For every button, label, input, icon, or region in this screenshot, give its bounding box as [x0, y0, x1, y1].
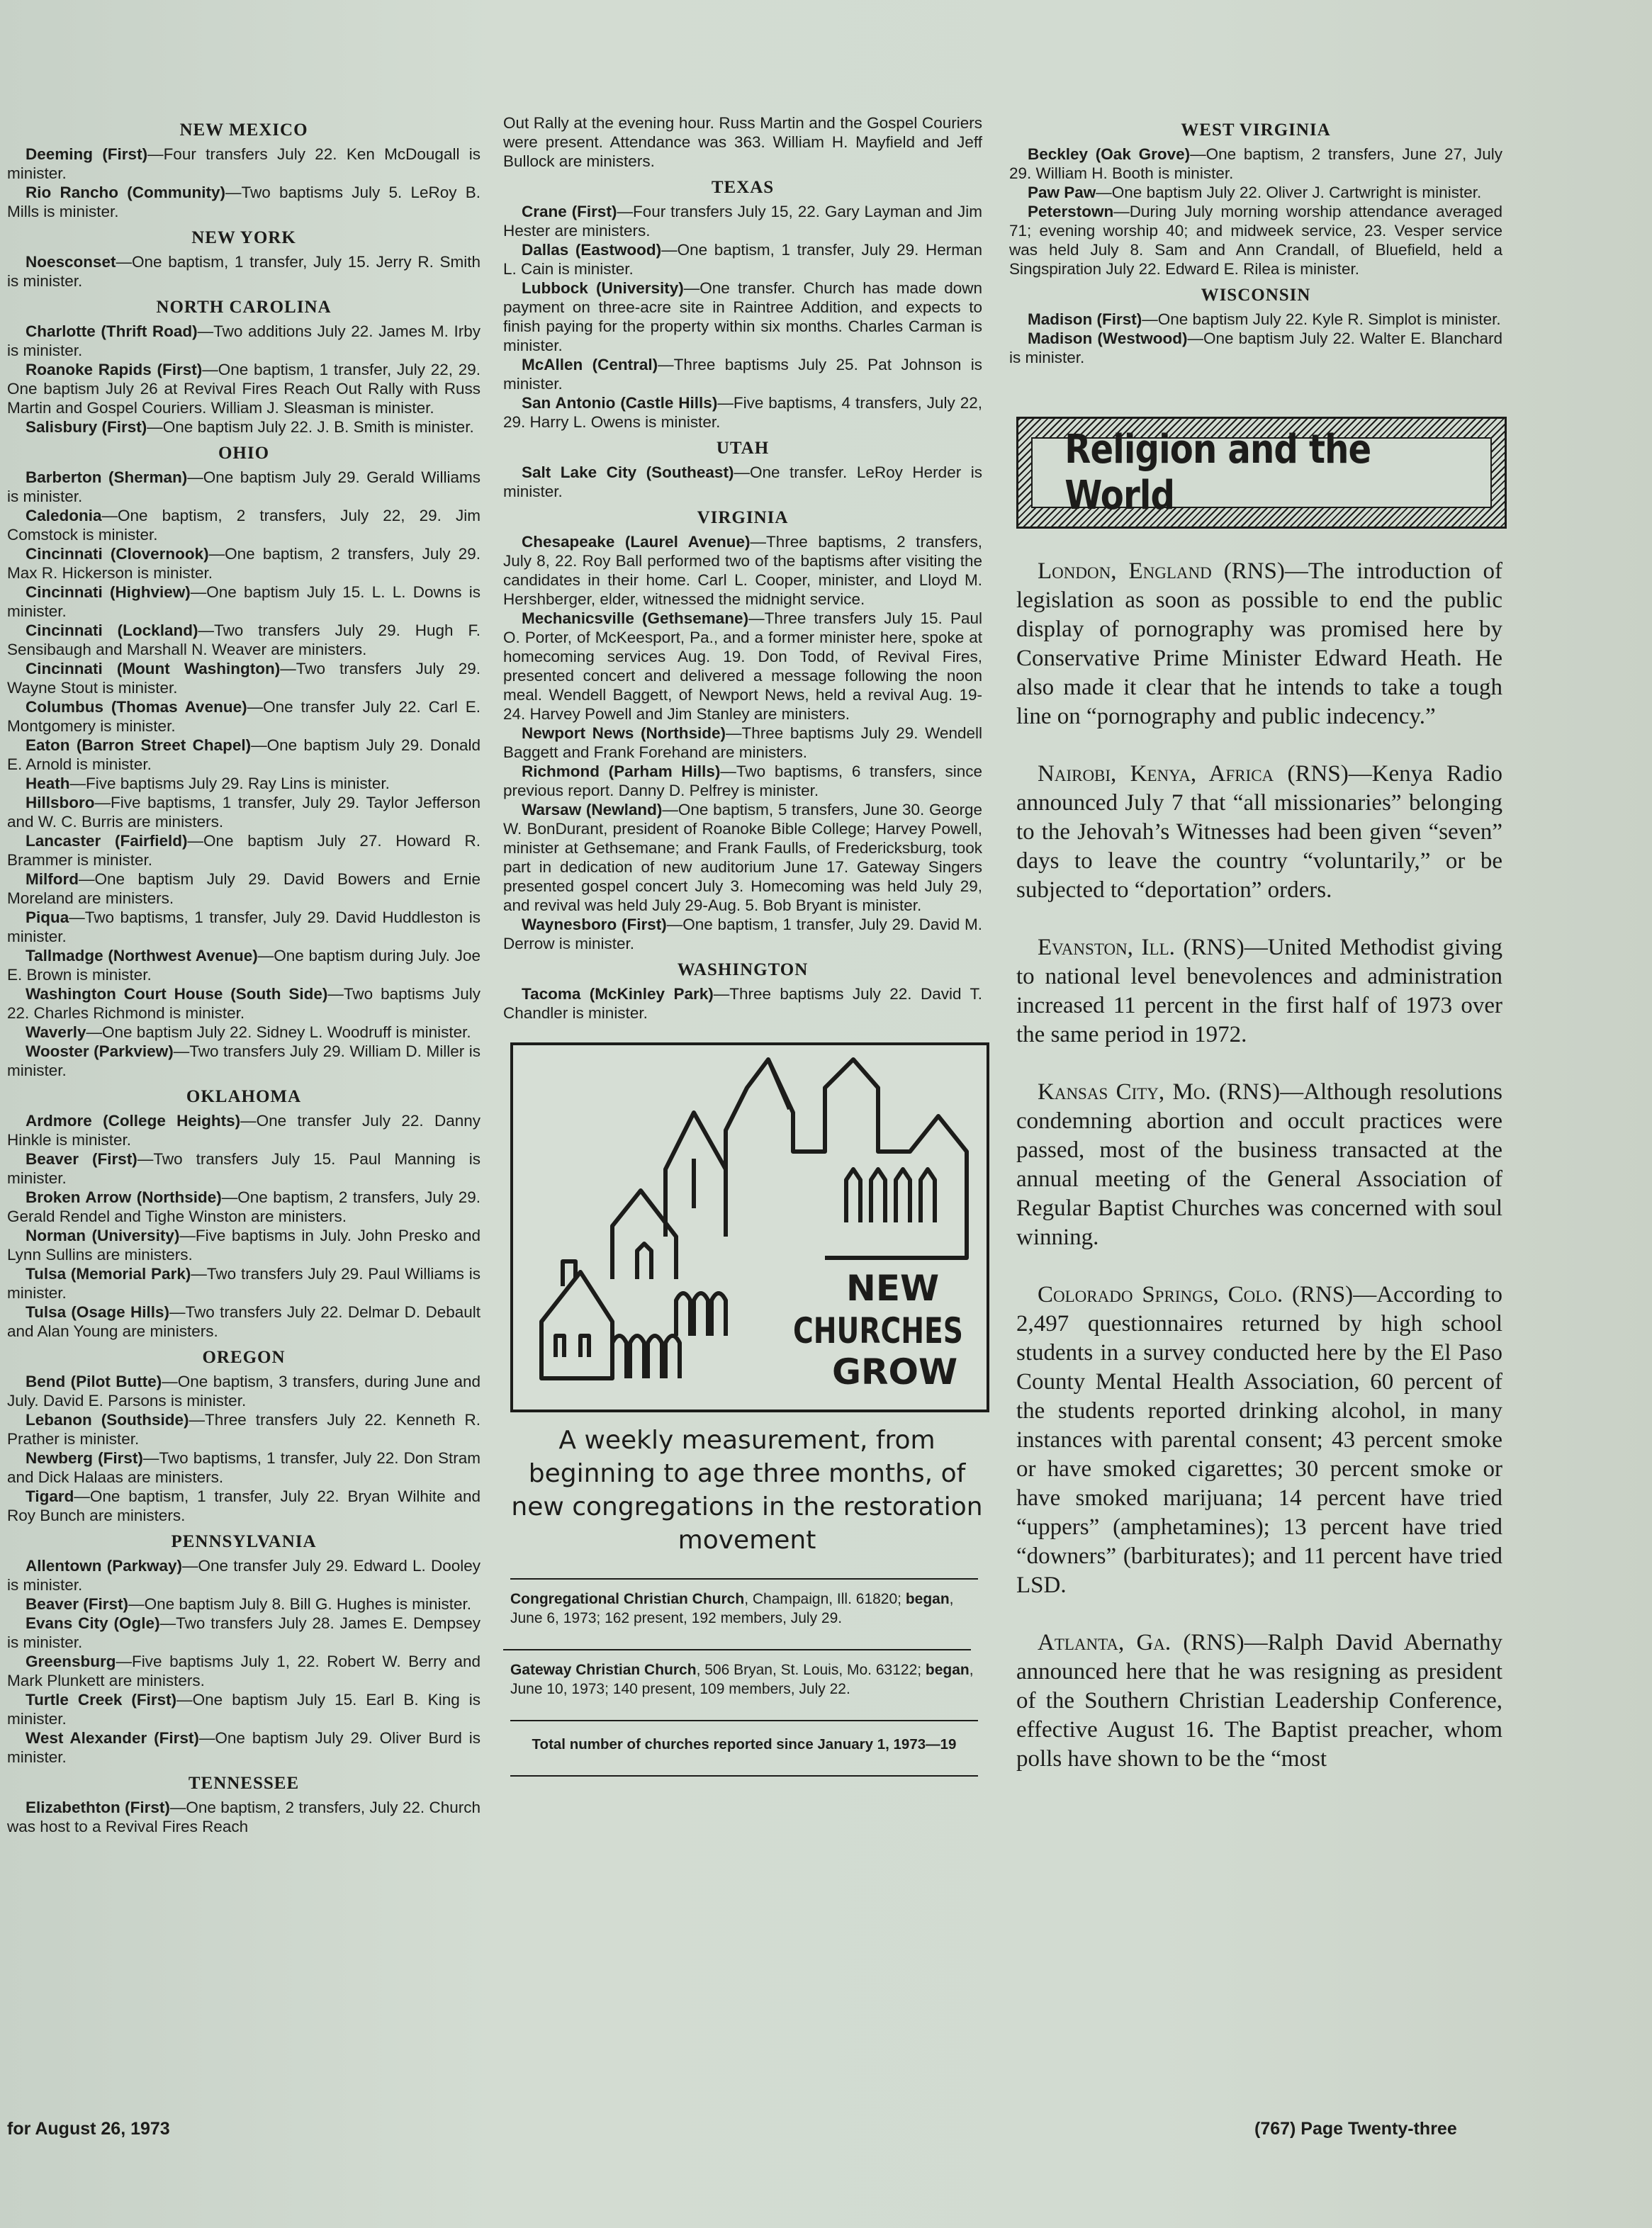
news-item	[1016, 557, 1502, 731]
church-name: Norman (University)	[26, 1227, 180, 1244]
church-report: Allentown (Parkway)—One transfer July 29. Edward L. Dooley is minister.	[7, 1557, 481, 1594]
church-name: Hillsboro	[26, 794, 95, 811]
logo-text-grow: GROW	[832, 1351, 958, 1392]
church-buildings-illustration	[513, 1045, 981, 1404]
church-report: Paw Paw—One baptism July 22. Oliver J. Cartwright is minister.	[1028, 184, 1482, 201]
church-report: West Alexander (First)—One baptism July 29. Oliver Burd is minister.	[7, 1729, 481, 1766]
church-report: Peterstown—During July morning worship attendance averaged 71; evening worship 40; and midweek service, 23. Vesper service was held July 8. Sam and Ann Crandall, of Bluefield, held a Singspiration July 22. Edward E. Rilea is minister.	[1009, 203, 1502, 278]
church-report: Waverly—One baptism July 22. Sidney L. Woodruff is minister.	[26, 1023, 471, 1041]
news-item	[1016, 760, 1502, 905]
church-name: Washington Court House (South Side)	[26, 985, 328, 1003]
church-name: Tulsa (Osage Hills)	[26, 1303, 169, 1321]
state-heading: PENNSYLVANIA	[171, 1532, 317, 1551]
church-name: Richmond (Parham Hills)	[522, 763, 721, 780]
logo-text-new: NEW	[846, 1268, 940, 1309]
church-name: Beckley (Oak Grove)	[1028, 145, 1191, 163]
church-report: Waynesboro (First)—One baptism, 1 transfer, July 29. David M. Derrow is minister.	[503, 916, 982, 952]
church-name: Madison (First)	[1028, 310, 1142, 328]
church-report: Beaver (First)—Two transfers July 15. Paul Manning is minister.	[7, 1150, 481, 1187]
ncg-rest: , 506 Bryan, St. Louis, Mo. 63122;	[696, 1662, 926, 1678]
church-report: Dallas (Eastwood)—One baptism, 1 transfer, July 29. Herman L. Cain is minister.	[503, 241, 982, 278]
state-heading: NORTH CAROLINA	[156, 298, 332, 317]
church-name: Tacoma (McKinley Park)	[522, 985, 714, 1003]
church-report: Hillsboro—Five baptisms, 1 transfer, July 29. Taylor Jefferson and W. C. Burris are ministers.	[7, 794, 481, 831]
church-name: McAllen (Central)	[522, 356, 658, 373]
church-report: Piqua—Two baptisms, 1 transfer, July 29. David Huddleston is minister.	[7, 908, 481, 945]
news-item	[1016, 1078, 1502, 1252]
church-name: San Antonio (Castle Hills)	[522, 394, 718, 412]
church-name: Heath	[26, 775, 70, 792]
church-name: Lubbock (University)	[522, 279, 684, 297]
church-name: Paw Paw	[1028, 184, 1096, 201]
church-report: Heath—Five baptisms July 29. Ray Lins is minister.	[26, 775, 390, 792]
church-report: Mechanicsville (Gethsemane)—Three transfers July 15. Paul O. Porter, of McKeesport, Pa., and a former minister here, spoke at homecoming services Aug. 19. Don Todd, of Revival Fires, presented concert and delivered a message following the noon meal. Wendell Baggett, of Newport News, held a revival Aug. 19-24. Harvey Powell and Jim Stanley are ministers.	[503, 609, 982, 723]
ncg-began: began	[905, 1591, 950, 1607]
church-name: Bend (Pilot Butte)	[26, 1373, 162, 1390]
church-report: Barberton (Sherman)—One baptism July 29. Gerald Williams is minister.	[7, 468, 481, 505]
church-report: Noesconset—One baptism, 1 transfer, July 15. Jerry R. Smith is minister.	[7, 253, 481, 290]
church-name: Waverly	[26, 1023, 86, 1041]
church-report: Newport News (Northside)—Three baptisms July 29. Wendell Baggett and Frank Forehand are ministers.	[503, 724, 982, 761]
new-churches-grow-logo	[510, 1042, 989, 1412]
church-name: Turtle Creek (First)	[26, 1691, 177, 1709]
church-name: Cincinnati (Lockland)	[26, 621, 198, 639]
church-name: Rio Rancho (Community)	[26, 184, 225, 201]
church-name: Lebanon (Southside)	[26, 1411, 189, 1429]
church-report: Tulsa (Memorial Park)—Two transfers July 29. Paul Williams is minister.	[7, 1265, 481, 1302]
church-report: Cincinnati (Clovernook)—One baptism, 2 transfers, July 29. Max R. Hickerson is minister.	[7, 545, 481, 582]
ncg-tail: , June 10, 1973; 140 present, 109 members, July 22.	[510, 1662, 974, 1697]
church-name: Peterstown	[1028, 203, 1114, 220]
church-report: Ardmore (College Heights)—One transfer July 22. Danny Hinkle is minister.	[7, 1112, 481, 1149]
church-report: Tallmadge (Northwest Avenue)—One baptism during July. Joe E. Brown is minister.	[7, 947, 481, 984]
church-name: Greensburg	[26, 1653, 116, 1670]
church-report: Charlotte (Thrift Road)—Two additions July 22. James M. Irby is minister.	[7, 322, 481, 359]
church-report: Salt Lake City (Southeast)—One transfer. LeRoy Herder is minister.	[503, 463, 982, 500]
church-report: Tulsa (Osage Hills)—Two transfers July 22. Delmar D. Debault and Alan Young are ministers.	[7, 1303, 481, 1340]
church-name: Milford	[26, 870, 79, 888]
divider	[510, 1720, 978, 1721]
church-report: Bend (Pilot Butte)—One baptism, 3 transfers, during June and July. David E. Parsons is minister.	[7, 1373, 481, 1410]
church-report: Roanoke Rapids (First)—One baptism, 1 transfer, July 22, 29. One baptism July 26 at Revival Fires Reach Out Rally with Russ Martin and Gospel Couriers. William J. Sleasman is minister.	[7, 361, 481, 417]
church-report: Cincinnati (Lockland)—Two transfers July 29. Hugh F. Sensibaugh and Marshall N. Weaver are ministers.	[7, 621, 481, 658]
church-report: Salisbury (First)—One baptism July 22. J. B. Smith is minister.	[26, 418, 474, 436]
state-heading: VIRGINIA	[697, 508, 789, 527]
church-report: Evans City (Ogle)—Two transfers July 28. James E. Dempsey is minister.	[7, 1614, 481, 1651]
church-name: Piqua	[26, 908, 69, 926]
logo-text-churches: CHURCHES	[793, 1310, 963, 1351]
church-report: Tacoma (McKinley Park)—Three baptisms July 22. David T. Chandler is minister.	[503, 985, 982, 1022]
new-church-entry	[510, 1590, 978, 1628]
church-name: Evans City (Ogle)	[26, 1614, 160, 1632]
church-report: Washington Court House (South Side)—Two baptisms July 22. Charles Richmond is minister.	[7, 985, 481, 1022]
state-heading: WEST VIRGINIA	[1181, 120, 1331, 140]
church-name: Charlotte (Thrift Road)	[26, 322, 198, 340]
church-name: Newberg (First)	[26, 1449, 143, 1467]
news-dateline: London, England (RNS)	[1038, 558, 1285, 584]
church-name: Beaver (First)	[26, 1150, 137, 1168]
continued-report: Out Rally at the evening hour. Russ Martin and the Gospel Couriers were present. Attendance was 363. William H. Mayfield and Jeff Bullock are ministers.	[503, 114, 982, 170]
church-name: Deeming (First)	[26, 145, 148, 163]
church-report: Milford—One baptism July 29. David Bowers and Ernie Moreland are ministers.	[7, 870, 481, 907]
church-name: Roanoke Rapids (First)	[26, 361, 203, 378]
divider	[510, 1578, 978, 1580]
church-report: Crane (First)—Four transfers July 15, 22. Gary Layman and Jim Hester are ministers.	[503, 203, 982, 240]
church-report: Warsaw (Newland)—One baptism, 5 transfers, June 30. George W. BonDurant, president of Roanoke Bible College; Harvey Powell, minister at Gethsemane; and Frank Faulls, of Fredericksburg, took part in dedication of new auditorium June 17. Gateway Singers presented gospel concert July 3. Homecoming was held July 29, and revival was held July 29-Aug. 5. Bob Bryant is minister.	[503, 801, 982, 914]
ncg-name: Congregational Christian Church	[510, 1591, 745, 1607]
church-report: Wooster (Parkview)—Two transfers July 29. William D. Miller is minister.	[7, 1042, 481, 1079]
state-heading: OREGON	[202, 1348, 286, 1367]
church-name: Cincinnati (Mount Washington)	[26, 660, 281, 677]
news-dateline: Atlanta, Ga. (RNS)	[1038, 1630, 1244, 1655]
church-reports-left-column	[7, 113, 481, 1836]
news-text: —Ralph David Abernathy announced here that he was resigning as president of the Southern Christian Leadership Conference, effective August 16. The Baptist preacher, whom polls have shown to be the “most	[1016, 1630, 1502, 1772]
ncg-caption: A weekly measurement, from beginning to age three months, of new congregations in the restoration movement	[511, 1426, 983, 1555]
church-name: Salisbury (First)	[26, 418, 147, 436]
church-report: McAllen (Central)—Three baptisms July 25. Pat Johnson is minister.	[503, 356, 982, 393]
church-name: Elizabethton (First)	[26, 1799, 170, 1816]
church-report: Turtle Creek (First)—One baptism July 15. Earl B. King is minister.	[7, 1691, 481, 1728]
news-item	[1016, 933, 1502, 1050]
church-report: Broken Arrow (Northside)—One baptism, 2 transfers, July 29. Gerald Rendel and Tighe Winston are ministers.	[7, 1188, 481, 1225]
church-report: Tigard—One baptism, 1 transfer, July 22. Bryan Wilhite and Roy Bunch are ministers.	[7, 1487, 481, 1524]
church-name: Newport News (Northside)	[522, 724, 726, 742]
church-name: Cincinnati (Clovernook)	[26, 545, 209, 563]
church-name: Lancaster (Fairfield)	[26, 832, 188, 850]
news-dateline: Colorado Springs, Colo. (RNS)	[1038, 1282, 1354, 1307]
church-name: Waynesboro (First)	[522, 916, 667, 933]
church-name: Chesapeake (Laurel Avenue)	[522, 533, 751, 551]
news-dateline: Kansas City, Mo. (RNS)	[1038, 1079, 1281, 1105]
right-column	[1009, 113, 1502, 1802]
church-report: Eaton (Barron Street Chapel)—One baptism July 29. Donald E. Arnold is minister.	[7, 736, 481, 773]
ncg-began: began	[925, 1662, 970, 1678]
church-name: West Alexander (First)	[26, 1729, 199, 1747]
religion-and-the-world-banner	[1016, 417, 1507, 529]
church-name: Allentown (Parkway)	[26, 1557, 183, 1575]
footer-date: for August 26, 1973	[7, 2119, 170, 2139]
church-name: Barberton (Sherman)	[26, 468, 188, 486]
church-report: Greensburg—Five baptisms July 1, 22. Robert W. Berry and Mark Plunkett are ministers.	[7, 1653, 481, 1689]
news-text: —Although resolutions condemning abortion and occult practices were passed, most of the business transacted at the annual meeting of the General Association of Regular Baptist Churches was concerned with soul winning.	[1016, 1079, 1502, 1250]
church-report: Rio Rancho (Community)—Two baptisms July 5. LeRoy B. Mills is minister.	[7, 184, 481, 220]
news-item	[1016, 1628, 1502, 1774]
church-report: Elizabethton (First)—One baptism, 2 transfers, July 22. Church was host to a Revival Fires Reach	[7, 1799, 481, 1835]
ncg-name: Gateway Christian Church	[510, 1662, 697, 1678]
state-heading: NEW MEXICO	[179, 120, 308, 140]
church-report: San Antonio (Castle Hills)—Five baptisms, 4 transfers, July 22, 29. Harry L. Owens is minister.	[503, 394, 983, 431]
church-report: Madison (First)—One baptism July 22. Kyle R. Simplot is minister.	[1028, 310, 1501, 328]
news-text: —According to 2,497 questionnaires returned by high school students in a survey conducted here by the El Paso County Mental Health Association, 60 percent of the students reported drinking alcohol, in many instances with parental consent; 43 percent smoke or have smoked cigarettes; 30 percent smoke or have smoked marijuana; 14 percent have tried “uppers” (amphetamines); 13 percent have tried “downers” (barbiturates); and 11 percent have tried LSD.	[1016, 1282, 1503, 1598]
ncg-tail: , June 6, 1973; 162 present, 192 members, July 29.	[510, 1591, 954, 1626]
state-heading: UTAH	[716, 439, 770, 458]
church-report: Norman (University)—Five baptisms in July. John Presko and Lynn Sullins are ministers.	[7, 1227, 481, 1264]
new-church-entry	[510, 1660, 978, 1699]
church-report: Lebanon (Southside)—Three transfers July 22. Kenneth R. Prather is minister.	[7, 1411, 481, 1448]
news-dateline: Evanston, Ill. (RNS)	[1038, 935, 1244, 960]
church-name: Cincinnati (Highview)	[26, 583, 191, 601]
church-report: Beaver (First)—One baptism July 8. Bill G. Hughes is minister.	[26, 1595, 471, 1613]
church-name: Wooster (Parkview)	[26, 1042, 174, 1060]
church-name: Tulsa (Memorial Park)	[26, 1265, 191, 1283]
church-report: Beckley (Oak Grove)—One baptism, 2 transfers, June 27, July 29. William H. Booth is minister.	[1009, 145, 1502, 182]
church-name: Eaton (Barron Street Chapel)	[26, 736, 252, 754]
church-report: Deeming (First)—Four transfers July 22. Ken McDougall is minister.	[7, 145, 481, 182]
church-report: Columbus (Thomas Avenue)—One transfer July 22. Carl E. Montgomery is minister.	[7, 698, 481, 735]
church-report: Newberg (First)—Two baptisms, 1 transfer, July 22. Don Stram and Dick Halaas are ministers.	[7, 1449, 481, 1486]
church-report: Madison (Westwood)—One baptism July 22. Walter E. Blanchard is minister.	[1009, 330, 1503, 366]
state-heading: TEXAS	[711, 178, 775, 197]
church-name: Tallmadge (Northwest Avenue)	[26, 947, 258, 964]
news-text: —Kenya Radio announced July 7 that “all missionaries” belonging to the Jehovah’s Witnesses had been given “seven” days to leave the country “voluntarily,” or be subjected to “deportation” orders.	[1016, 761, 1503, 903]
ncg-total: Total number of churches reported since January 1, 1973—19	[532, 1736, 957, 1752]
footer-page-number: (767) Page Twenty-three	[1254, 2119, 1457, 2139]
state-heading: WISCONSIN	[1201, 286, 1311, 305]
church-report: Richmond (Parham Hills)—Two baptisms, 6 transfers, since previous report. Danny D. Pelfrey is minister.	[503, 763, 982, 799]
church-name: Beaver (First)	[26, 1595, 129, 1613]
church-name: Crane (First)	[522, 203, 617, 220]
church-name: Dallas (Eastwood)	[522, 241, 662, 259]
church-report: Lancaster (Fairfield)—One baptism July 27. Howard R. Brammer is minister.	[7, 832, 481, 869]
news-dateline: Nairobi, Kenya, Africa (RNS)	[1038, 761, 1349, 787]
state-heading: TENNESSEE	[188, 1774, 300, 1793]
banner-title: Religion and the World	[1064, 427, 1371, 519]
church-report: Cincinnati (Mount Washington)—Two transfers July 29. Wayne Stout is minister.	[7, 660, 481, 697]
church-report: Cincinnati (Highview)—One baptism July 15. L. L. Downs is minister.	[7, 583, 481, 620]
church-name: Madison (Westwood)	[1028, 330, 1188, 347]
news-item	[1016, 1281, 1502, 1600]
church-name: Columbus (Thomas Avenue)	[26, 698, 247, 716]
news-text: —The introduction of legislation as soon as possible to end the public display of pornography was promised here by Conservative Prime Minister Edward Heath. He also made it clear that he intends to take a tough line on “pornography and public indecency.”	[1016, 558, 1502, 729]
church-report: Chesapeake (Laurel Avenue)—Three baptisms, 2 transfers, July 8, 22. Roy Ball performed two of the baptisms after visiting the candidates in their home. Carl L. Cooper, minister, and Lloyd M. Hershberger, elder, witnessed the midnight service.	[503, 533, 983, 608]
church-name: Caledonia	[26, 507, 102, 524]
divider	[503, 1649, 971, 1650]
church-name: Ardmore (College Heights)	[26, 1112, 241, 1130]
church-name: Salt Lake City (Southeast)	[522, 463, 734, 481]
church-report: Lubbock (University)—One transfer. Church has made down payment on three-acre site in Raintree Addition, and expects to finish paying for the property within six months. Charles Carman is minister.	[503, 279, 983, 354]
church-name: Broken Arrow (Northside)	[26, 1188, 222, 1206]
news-text: —United Methodist giving to national level benevolences and administration increased 11 percent in the first half of 1973 over the same period in 1972.	[1016, 935, 1502, 1047]
church-name: Tigard	[26, 1487, 74, 1505]
church-name: Noesconset	[26, 253, 116, 271]
state-heading: NEW YORK	[191, 228, 296, 247]
church-report: Caledonia—One baptism, 2 transfers, July 22, 29. Jim Comstock is minister.	[7, 507, 481, 544]
ncg-rest: , Champaign, Ill. 61820;	[744, 1591, 906, 1607]
state-heading: WASHINGTON	[677, 960, 809, 979]
state-heading: OHIO	[218, 444, 270, 463]
church-reports-middle-column	[503, 113, 982, 1777]
church-name: Warsaw (Newland)	[522, 801, 663, 818]
divider	[510, 1775, 978, 1777]
church-name: Mechanicsville (Gethsemane)	[522, 609, 749, 627]
state-heading: OKLAHOMA	[186, 1087, 302, 1106]
